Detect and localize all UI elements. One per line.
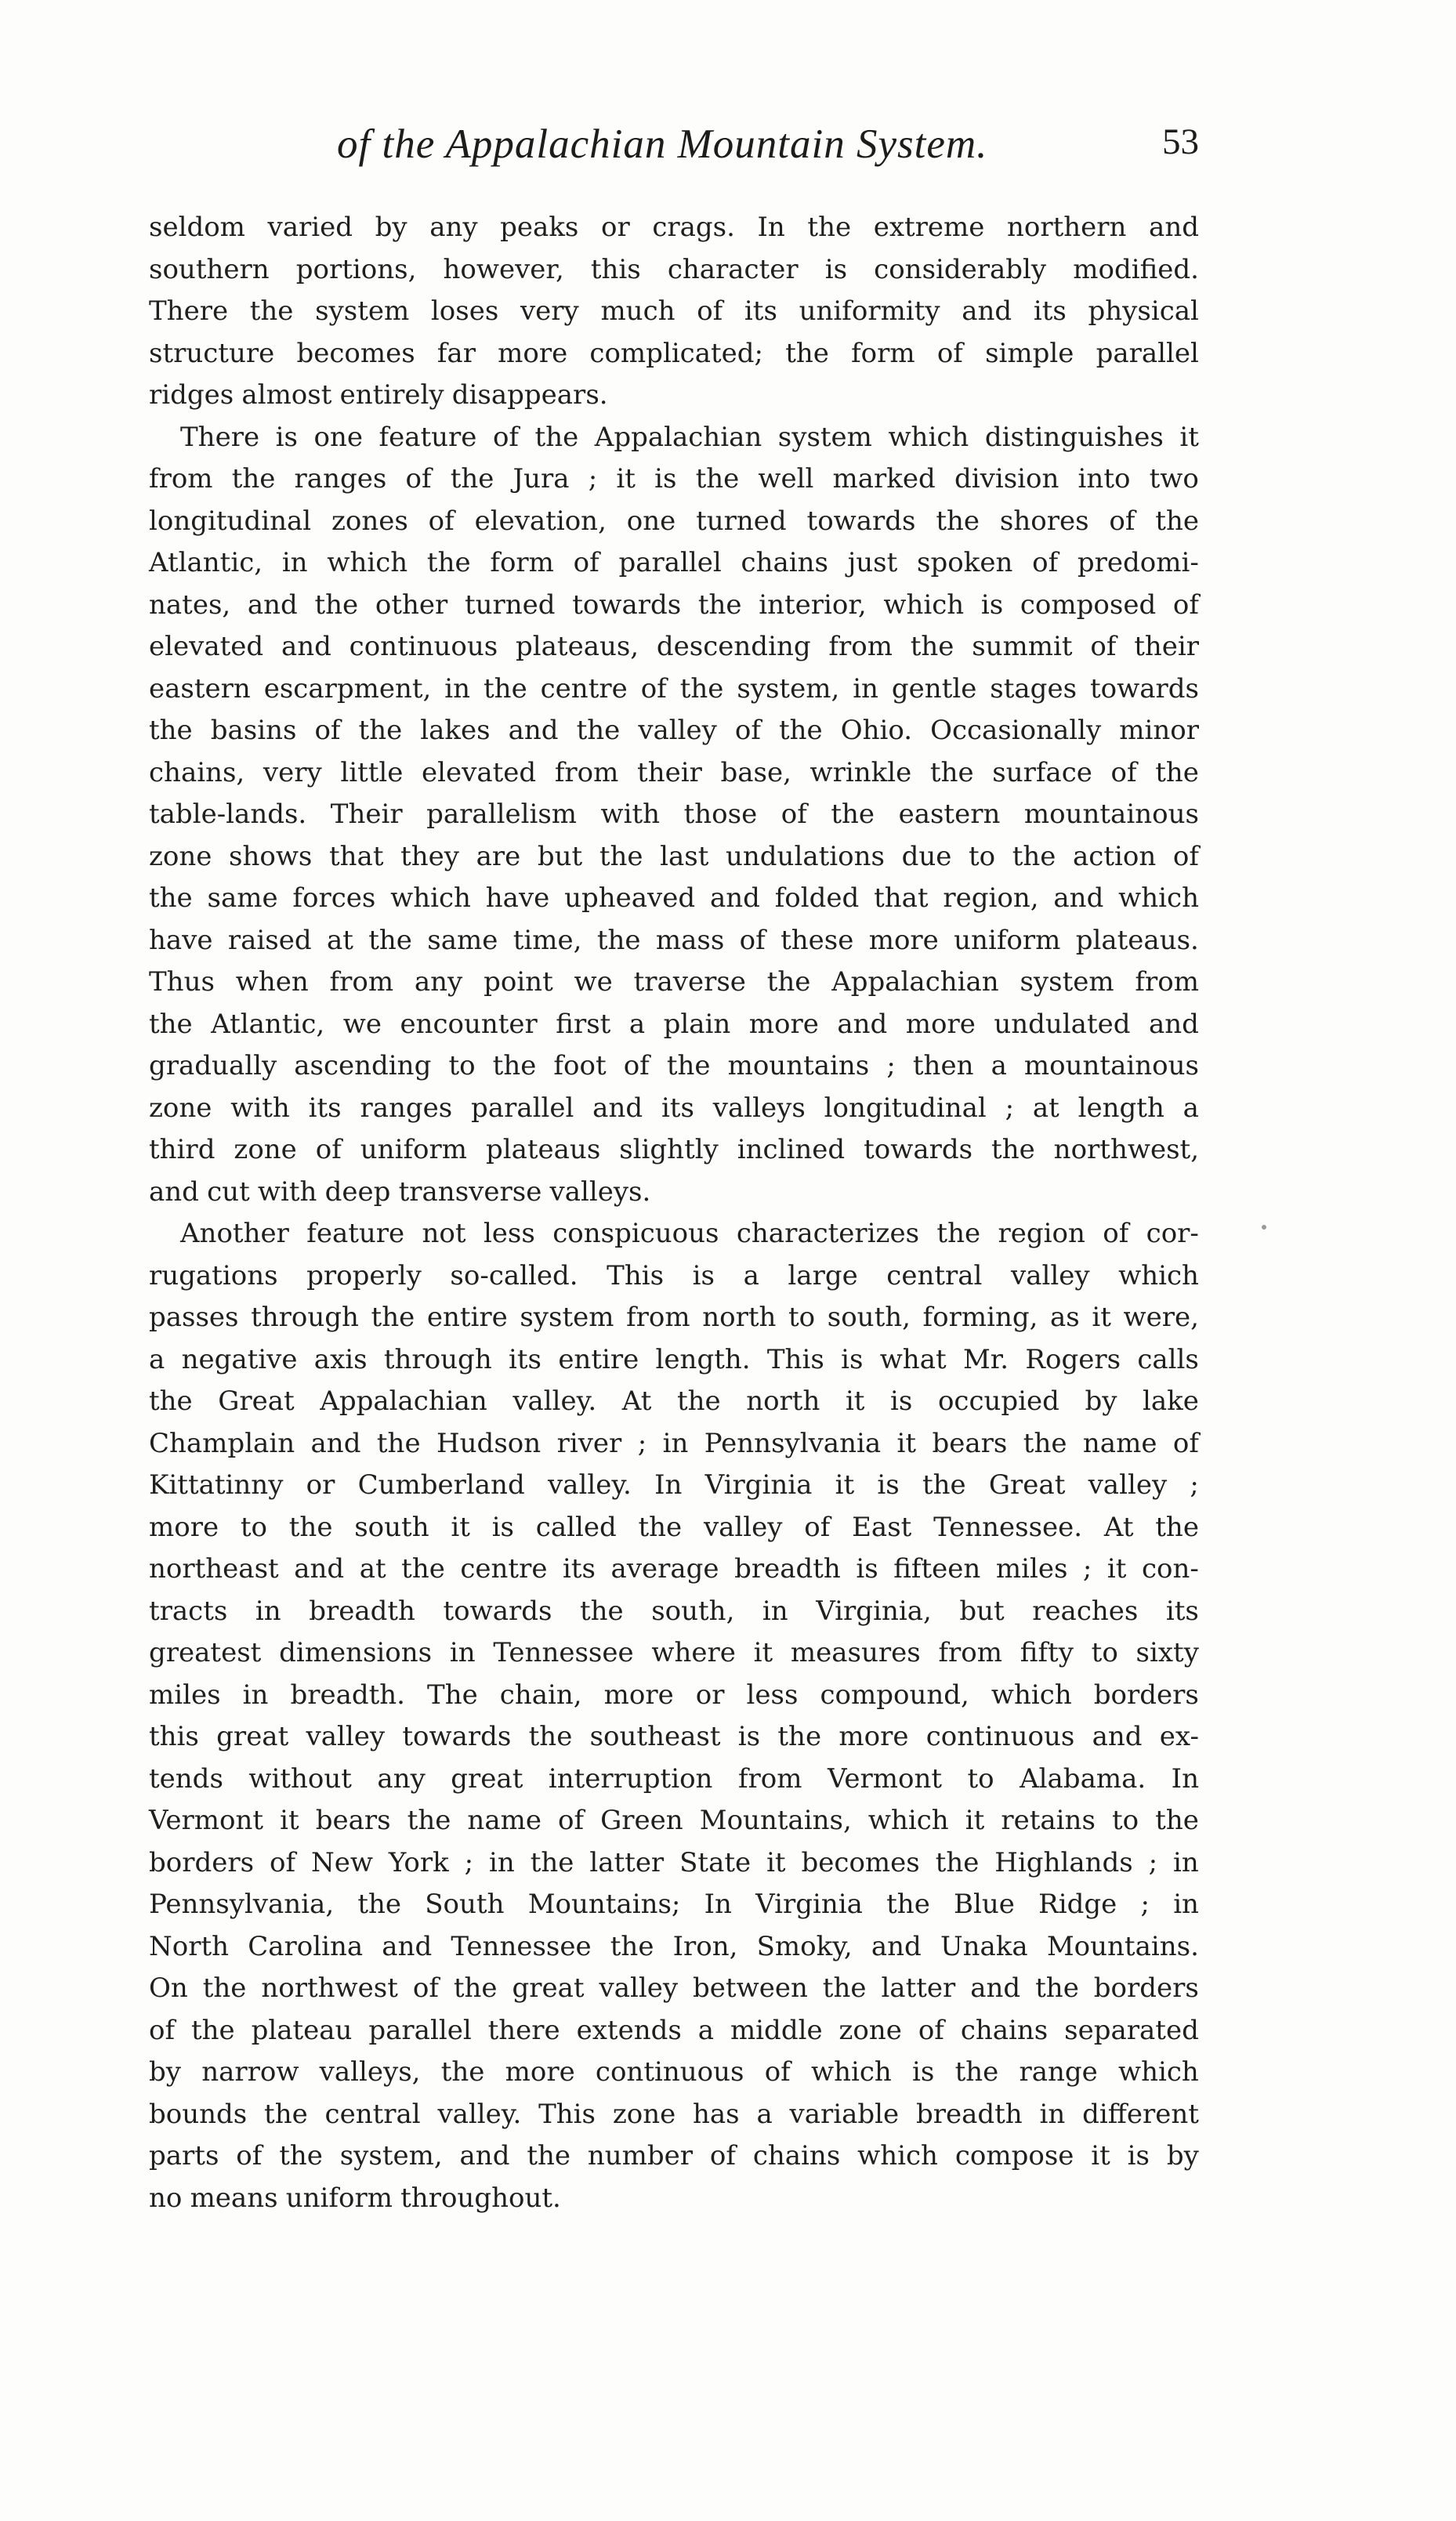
paragraph — [149, 417, 1199, 1214]
text-line: the Atlantic, we encounter first a plain more and more undulated and — [149, 1008, 1199, 1040]
text-line: and cut with deep transverse valleys. — [149, 1175, 651, 1208]
text-line: gradually ascending to the foot of the mountains ; then a mountainous — [149, 1050, 1199, 1081]
text-line: ridges almost entirely disappears. — [149, 379, 608, 411]
text-line: northeast and at the centre its average breadth is fifteen miles ; it con- — [149, 1553, 1199, 1585]
text-line: the same forces which have upheaved and folded that region, and which — [149, 882, 1199, 914]
text-line: Another feature not less conspicuous characterizes the region of cor- — [180, 1218, 1199, 1249]
text-line: There is one feature of the Appalachian system which distinguishes it — [180, 421, 1199, 453]
text-line: There the system loses very much of its uniformity and its physical — [149, 295, 1199, 327]
text-line: nates, and the other turned towards the interior, which is composed of — [149, 589, 1199, 621]
text-line: passes through the entire system from north to south, forming, as it were, — [149, 1302, 1199, 1333]
text-line: rugations properly so-called. This is a large central valley which — [149, 1259, 1199, 1291]
text-line: Vermont it bears the name of Green Mountains, which it retains to the — [149, 1805, 1199, 1836]
text-line: from the ranges of the Jura ; it is the well marked division into two — [149, 463, 1199, 494]
text-line: Pennsylvania, the South Mountains; In Virginia the Blue Ridge ; in — [149, 1889, 1199, 1920]
text-line: tracts in breadth towards the south, in Virginia, but reaches its — [149, 1595, 1199, 1627]
text-line: tends without any great interruption from Vermont to Alabama. In — [149, 1762, 1199, 1795]
paragraph — [149, 1213, 1199, 2219]
page-number: 53 — [1162, 121, 1199, 162]
text-line: structure becomes far more complicated; the form of simple parallel — [149, 337, 1199, 369]
text-line: of the plateau parallel there extends a middle zone of chains separated — [149, 2014, 1199, 2046]
text-line: bounds the central valley. This zone has a variable breadth in different — [149, 2098, 1199, 2130]
text-line: the Great Appalachian valley. At the north it is occupied by lake — [149, 1385, 1199, 1417]
text-line: have raised at the same time, the mass of these more uniform plateaus. — [149, 924, 1199, 956]
text-line: Thus when from any point we traverse the Appalachian system from — [149, 966, 1199, 998]
text-line: a negative axis through its entire length. This is what Mr. Rogers calls — [149, 1343, 1199, 1375]
text-line: parts of the system, and the number of chains which compose it is by — [149, 2140, 1199, 2171]
text-line: more to the south it is called the valley of East Tennessee. At the — [149, 1511, 1199, 1543]
text-line: On the northwest of the great valley between the latter and the borders — [149, 1972, 1199, 2004]
text-line: this great valley towards the southeast is the more continuous and ex- — [149, 1721, 1199, 1752]
text-line: table-lands. Their parallelism with those of the eastern mountainous — [149, 799, 1199, 830]
text-line: Atlantic, in which the form of parallel chains just spoken of predomi- — [149, 547, 1199, 578]
text-line: eastern escarpment, in the centre of the system, in gentle stages towards — [149, 672, 1199, 705]
text-line: the basins of the lakes and the valley of the Ohio. Occasionally minor — [149, 715, 1199, 746]
text-line: zone shows that they are but the last undulations due to the action of — [149, 840, 1199, 872]
text-line: Kittatinny or Cumberland valley. In Virginia it is the Great valley ; — [149, 1469, 1199, 1501]
text-line: by narrow valleys, the more continuous of which is the range which — [149, 2056, 1199, 2088]
running-head — [149, 118, 1199, 180]
text-line: miles in breadth. The chain, more or less compound, which borders — [149, 1679, 1199, 1711]
text-line: greatest dimensions in Tennessee where it measures from fifty to sixty — [149, 1637, 1199, 1668]
text-line: third zone of uniform plateaus slightly inclined towards the northwest, — [149, 1134, 1199, 1165]
text-line: seldom varied by any peaks or crags. In the extreme northern and — [149, 212, 1199, 243]
paragraph — [149, 207, 1199, 417]
text-line: Champlain and the Hudson river ; in Pennsylvania it bears the name of — [149, 1427, 1199, 1459]
body-text — [149, 207, 1199, 2219]
text-line: zone with its ranges parallel and its valleys longitudinal ; at length a — [149, 1092, 1199, 1124]
text-line: southern portions, however, this character is considerably modified. — [149, 253, 1199, 285]
text-line: no means uniform throughout. — [149, 2182, 561, 2214]
text-line: North Carolina and Tennessee the Iron, Smoky, and Unaka Mountains. — [149, 1930, 1199, 1962]
text-line: chains, very little elevated from their base, wrinkle the surface of the — [149, 756, 1199, 788]
text-line: borders of New York ; in the latter State it becomes the Highlands ; in — [149, 1846, 1199, 1878]
text-line: elevated and continuous plateaus, descending from the summit of their — [149, 631, 1199, 662]
text-line: longitudinal zones of elevation, one turned towards the shores of the — [149, 505, 1199, 537]
running-title: of the Appalachian Mountain System. — [337, 121, 988, 167]
margin-speck — [1262, 1225, 1266, 1230]
